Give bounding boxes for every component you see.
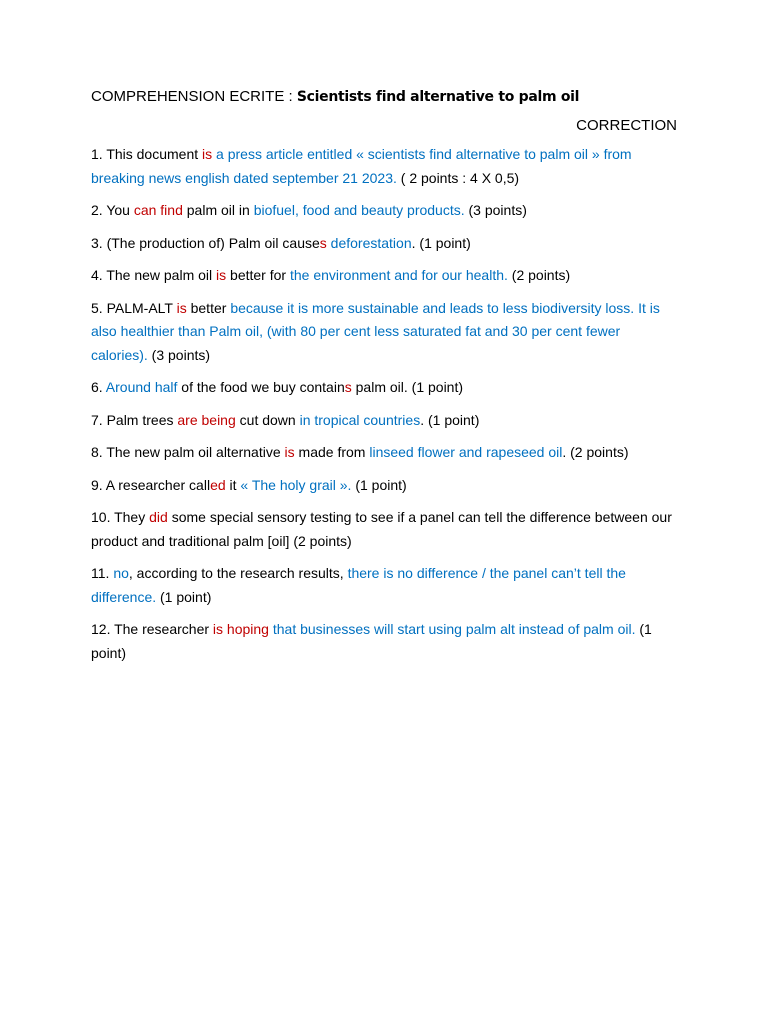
answer-text: (2 points) — [507, 267, 571, 283]
verb-highlight: is — [202, 146, 213, 162]
verb-highlight: is hoping — [212, 621, 269, 637]
verb-highlight: is — [284, 444, 295, 460]
answer-highlight: the environment and for our health. — [289, 267, 508, 283]
answer-text: 6. — [91, 379, 106, 395]
verb-highlight: ed — [210, 476, 226, 493]
answer-text: (1 point) — [156, 588, 212, 605]
answer-item — [91, 409, 677, 433]
answer-text: (1 point) — [351, 476, 407, 493]
verb-highlight: s — [344, 379, 352, 395]
answer-item — [91, 562, 677, 609]
document-page — [91, 86, 677, 674]
answer-text: 4. The new palm oil — [91, 267, 217, 283]
answer-text: 12. The researcher — [91, 621, 213, 637]
answer-highlight: Around half — [105, 379, 178, 395]
answer-text: 10. They — [91, 509, 150, 525]
answer-text: , according to the research results, — [128, 565, 348, 581]
answer-text: . (1 point) — [420, 411, 480, 428]
answer-highlight: biofuel, food and beauty products. — [253, 202, 465, 218]
answer-item — [91, 297, 677, 368]
answer-text: (1 point) — [91, 621, 652, 661]
answer-highlight: because it is more sustainable and leads to less biodiversity loss. It is also healthier than Palm oil, (with 80 per cent less saturated fat and 30 per cent fewer calories). — [91, 299, 660, 363]
answer-highlight: that businesses will start using palm alt instead of palm oil. — [268, 621, 636, 637]
verb-highlight: did — [149, 509, 168, 525]
answer-highlight: a press article entitled « scientists find alternative to palm oil » from breaking news english dated september 21 2023. — [91, 146, 632, 186]
answer-item — [91, 199, 677, 223]
answer-text: it — [225, 476, 241, 493]
answer-text: . (2 points) — [562, 444, 629, 460]
document-title: Scientists find alternative to palm oil — [296, 89, 580, 105]
answer-highlight: deforestation — [326, 234, 412, 251]
answer-item — [91, 376, 677, 400]
answer-text: 2. You — [91, 202, 134, 218]
answer-highlight: « The holy grail ». — [240, 476, 352, 493]
answer-text: 11. — [91, 565, 114, 581]
verb-highlight: are being — [177, 411, 236, 428]
answer-text: made from — [294, 444, 370, 460]
answer-text: palm oil in — [182, 202, 254, 218]
correction-label: CORRECTION — [576, 117, 677, 134]
answer-text: 9. A researcher call — [91, 476, 211, 493]
answer-text: cut down — [235, 411, 300, 428]
verb-highlight: is — [176, 299, 187, 316]
answer-highlight: linseed flower and rapeseed oil — [369, 444, 563, 460]
answer-item — [91, 441, 677, 465]
header-prefix: COMPREHENSION ECRITE : — [91, 88, 297, 105]
answer-item — [91, 264, 677, 288]
answer-item — [91, 232, 677, 256]
answer-text: 1. This document — [91, 146, 203, 162]
verb-highlight: is — [216, 267, 227, 283]
answer-text: better for — [226, 267, 290, 283]
answer-text: ( 2 points : 4 X 0,5) — [400, 169, 520, 186]
answer-highlight: no — [113, 565, 129, 581]
answer-text: (3 points) — [147, 346, 211, 363]
answer-item — [91, 474, 677, 498]
answer-text: 3. (The production of) Palm oil cause — [91, 234, 320, 251]
answer-item — [91, 618, 677, 665]
answer-text: of the food we buy contain — [177, 379, 345, 395]
answer-list — [91, 143, 677, 665]
verb-highlight: can find — [133, 202, 183, 218]
answer-text: . (1 point) — [411, 234, 471, 251]
document-header — [91, 86, 677, 108]
answer-text: (3 points) — [464, 202, 527, 218]
verb-highlight: s — [319, 234, 327, 251]
answer-text: 5. PALM-ALT — [91, 299, 177, 316]
answer-highlight: there is no difference / the panel can’t tell the difference. — [91, 565, 626, 605]
answer-text: 7. Palm trees — [91, 411, 178, 428]
answer-text: some special sensory testing to see if a panel can tell the difference between our product and traditional palm [oil] (2 points) — [91, 509, 672, 549]
answer-highlight: in tropical countries — [299, 411, 421, 428]
answer-text: better — [186, 299, 231, 316]
answer-item — [91, 143, 677, 190]
answer-text: palm oil. (1 point) — [351, 379, 464, 395]
answer-text: 8. The new palm oil alternative — [91, 444, 285, 460]
answer-item — [91, 506, 677, 553]
